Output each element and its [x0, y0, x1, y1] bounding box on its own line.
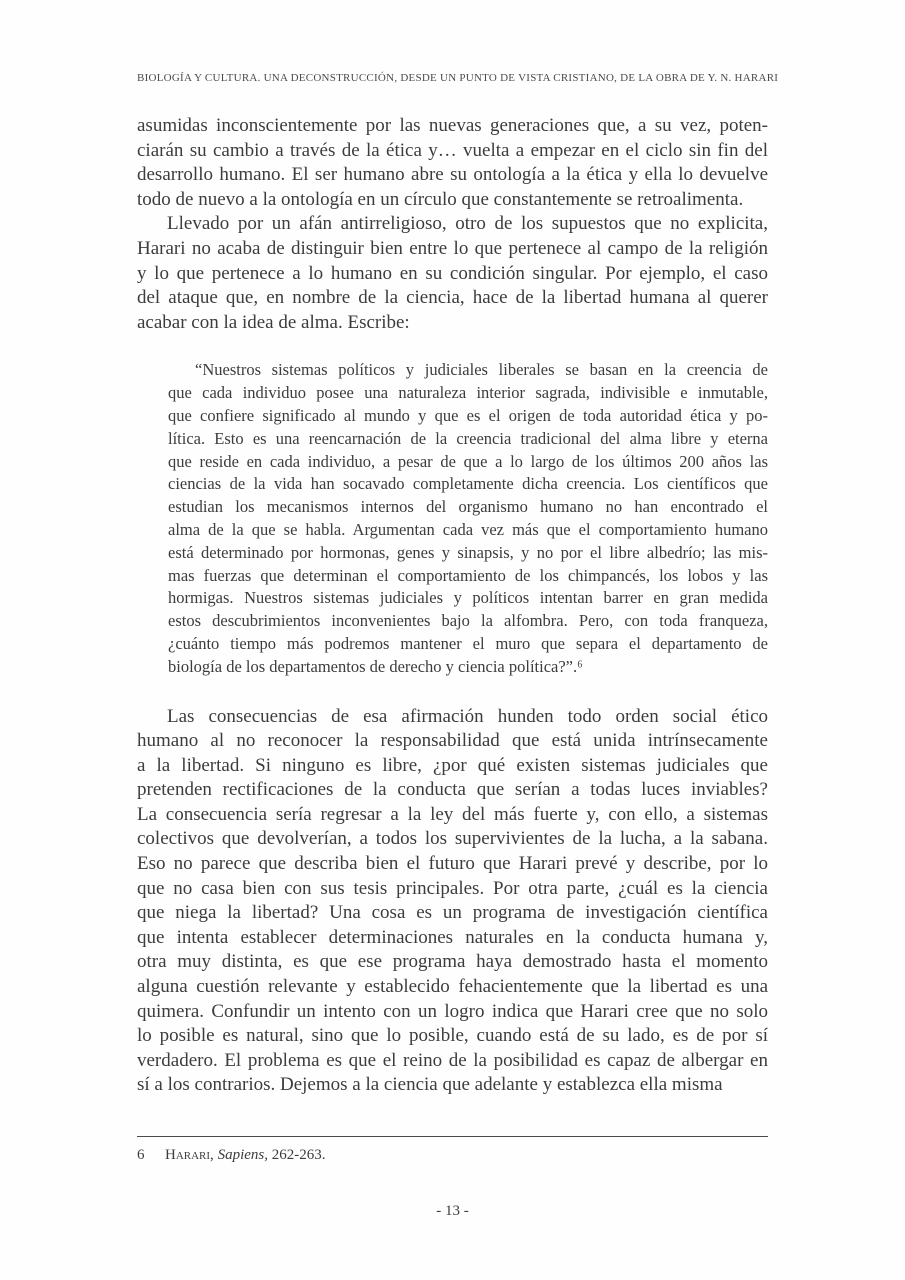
text-line: que niega la libertad? Una cosa es un programa de investigación científica	[137, 902, 768, 924]
text-line: asumidas inconscientemente por las nuevas generaciones que, a su vez, poten-	[137, 115, 768, 136]
page-number: - 13 -	[436, 1203, 469, 1219]
text-line: ciarán su cambio a través de la ética y… vuelta a empezar en el ciclo sin fin del	[137, 139, 768, 161]
text-line: está determinado por hormonas, genes y sinapsis, y no por el libre albedrío; las mis-	[168, 542, 768, 562]
page-body-text	[137, 114, 768, 1098]
text-line: acabar con la idea de alma. Escribe:	[137, 311, 410, 333]
footnote-author: Harari,	[165, 1147, 214, 1163]
text-line: mas fuerzas que determinan el comportamiento de los chimpancés, los lobos y las	[168, 565, 768, 585]
text-line: que no casa bien con sus tesis principales. Por otra parte, ¿cuál es la ciencia	[137, 877, 768, 899]
footnote-separator-rule	[137, 1136, 768, 1137]
text-line: lo posible es natural, sino que lo posible, cuando está de su lado, es de por sí	[137, 1025, 768, 1047]
footnote-pages: 262-263.	[271, 1147, 326, 1163]
paragraph	[137, 114, 768, 212]
text-line: y lo que pertenece a lo humano en su condición singular. Por ejemplo, el caso	[137, 262, 768, 284]
text-line: humano al no reconocer la responsabilidad que está unida intrínsecamente	[137, 730, 768, 752]
text-line: lítica. Esto es una reencarnación de la creencia tradicional del alma libre y eterna	[168, 428, 768, 448]
text-line: colectivos que devolverían, a todos los supervivientes de la lucha, a la sabana.	[137, 828, 768, 850]
text-line: quimera. Confundir un intento con un logro indica que Harari cree que no solo	[137, 1000, 768, 1022]
text-line: Harari no acaba de distinguir bien entre lo que pertenece al campo de la religión	[137, 237, 768, 259]
footnote	[137, 1146, 768, 1165]
text-line: alma de la que se habla. Argumentan cada vez más que el comportamiento humano	[168, 519, 768, 539]
text-line: a la libertad. Si ninguno es libre, ¿por qué existen sistemas judiciales que	[137, 754, 768, 776]
text-line: “Nuestros sistemas políticos y judiciales liberales se basan en la creencia de	[195, 360, 768, 380]
paragraph	[137, 705, 768, 1099]
text-line: estos descubrimientos inconvenientes bajo la alfombra. Pero, con toda franqueza,	[168, 611, 768, 631]
running-header: BIOLOGÍA Y CULTURA. UNA DECONSTRUCCIÓN, DESDE UN PUNTO DE VISTA CRISTIANO, DE LA OBRA DE Y. N. HARARI	[137, 72, 779, 84]
footnote-work-title: Sapiens,	[217, 1147, 268, 1163]
footnote-number: 6	[137, 1147, 145, 1163]
text-line: Llevado por un afán antirreligioso, otro de los supuestos que no explicita,	[167, 213, 768, 235]
text-line: que cada individuo posee una naturaleza interior sagrada, indivisible e inmutable,	[168, 383, 768, 403]
text-line: Las consecuencias de esa afirmación hunden todo orden social ético	[167, 705, 768, 727]
text-line: otra muy distinta, es que ese programa haya demostrado hasta el momento	[137, 951, 768, 973]
text-line: ciencias de la vida han socavado completamente dicha creencia. Los científicos que	[168, 474, 768, 494]
text-line: desarrollo humano. El ser humano abre su ontología a la ética y ella lo devuelve	[137, 164, 768, 186]
text-line: alguna cuestión relevante y establecido fehacientemente que la libertad es una	[137, 976, 768, 998]
text-line: estudian los mecanismos internos del organismo humano no han encontrado el	[168, 497, 768, 517]
text-line: sí a los contrarios. Dejemos a la ciencia que adelante y establezca ella misma	[137, 1074, 723, 1096]
text-column	[137, 0, 779, 1220]
block-quote	[168, 359, 768, 678]
text-line: La consecuencia sería regresar a la ley del más fuerte y, con ello, a sistemas	[137, 803, 768, 825]
text-line: que confiere significado al mundo y que es el origen de toda autoridad ética y po-	[168, 405, 768, 425]
text-line: verdadero. El problema es que el reino de la posibilidad es capaz de albergar en	[137, 1049, 768, 1071]
text-line: biología de los departamentos de derecho y ciencia política?”.⁶	[168, 656, 583, 676]
text-line: Eso no parece que describa bien el futuro que Harari prevé y describe, por lo	[137, 853, 768, 875]
text-line: pretenden rectificaciones de la conducta que serían a todas luces inviables?	[137, 779, 768, 801]
text-line: ¿cuánto tiempo más podremos mantener el muro que separa el departamento de	[168, 633, 768, 653]
text-line: del ataque que, en nombre de la ciencia, hace de la libertad humana al querer	[137, 287, 768, 309]
text-line: todo de nuevo a la ontología en un círculo que constantemente se retroalimenta.	[137, 188, 744, 210]
text-line: que reside en cada individuo, a pesar de que a lo largo de los últimos 200 años las	[168, 451, 768, 471]
text-line: hormigas. Nuestros sistemas judiciales y políticos intentan barrer en gran medida	[168, 588, 768, 608]
text-line: que intenta establecer determinaciones naturales en la conducta humana y,	[137, 926, 768, 948]
paragraph	[137, 212, 768, 335]
